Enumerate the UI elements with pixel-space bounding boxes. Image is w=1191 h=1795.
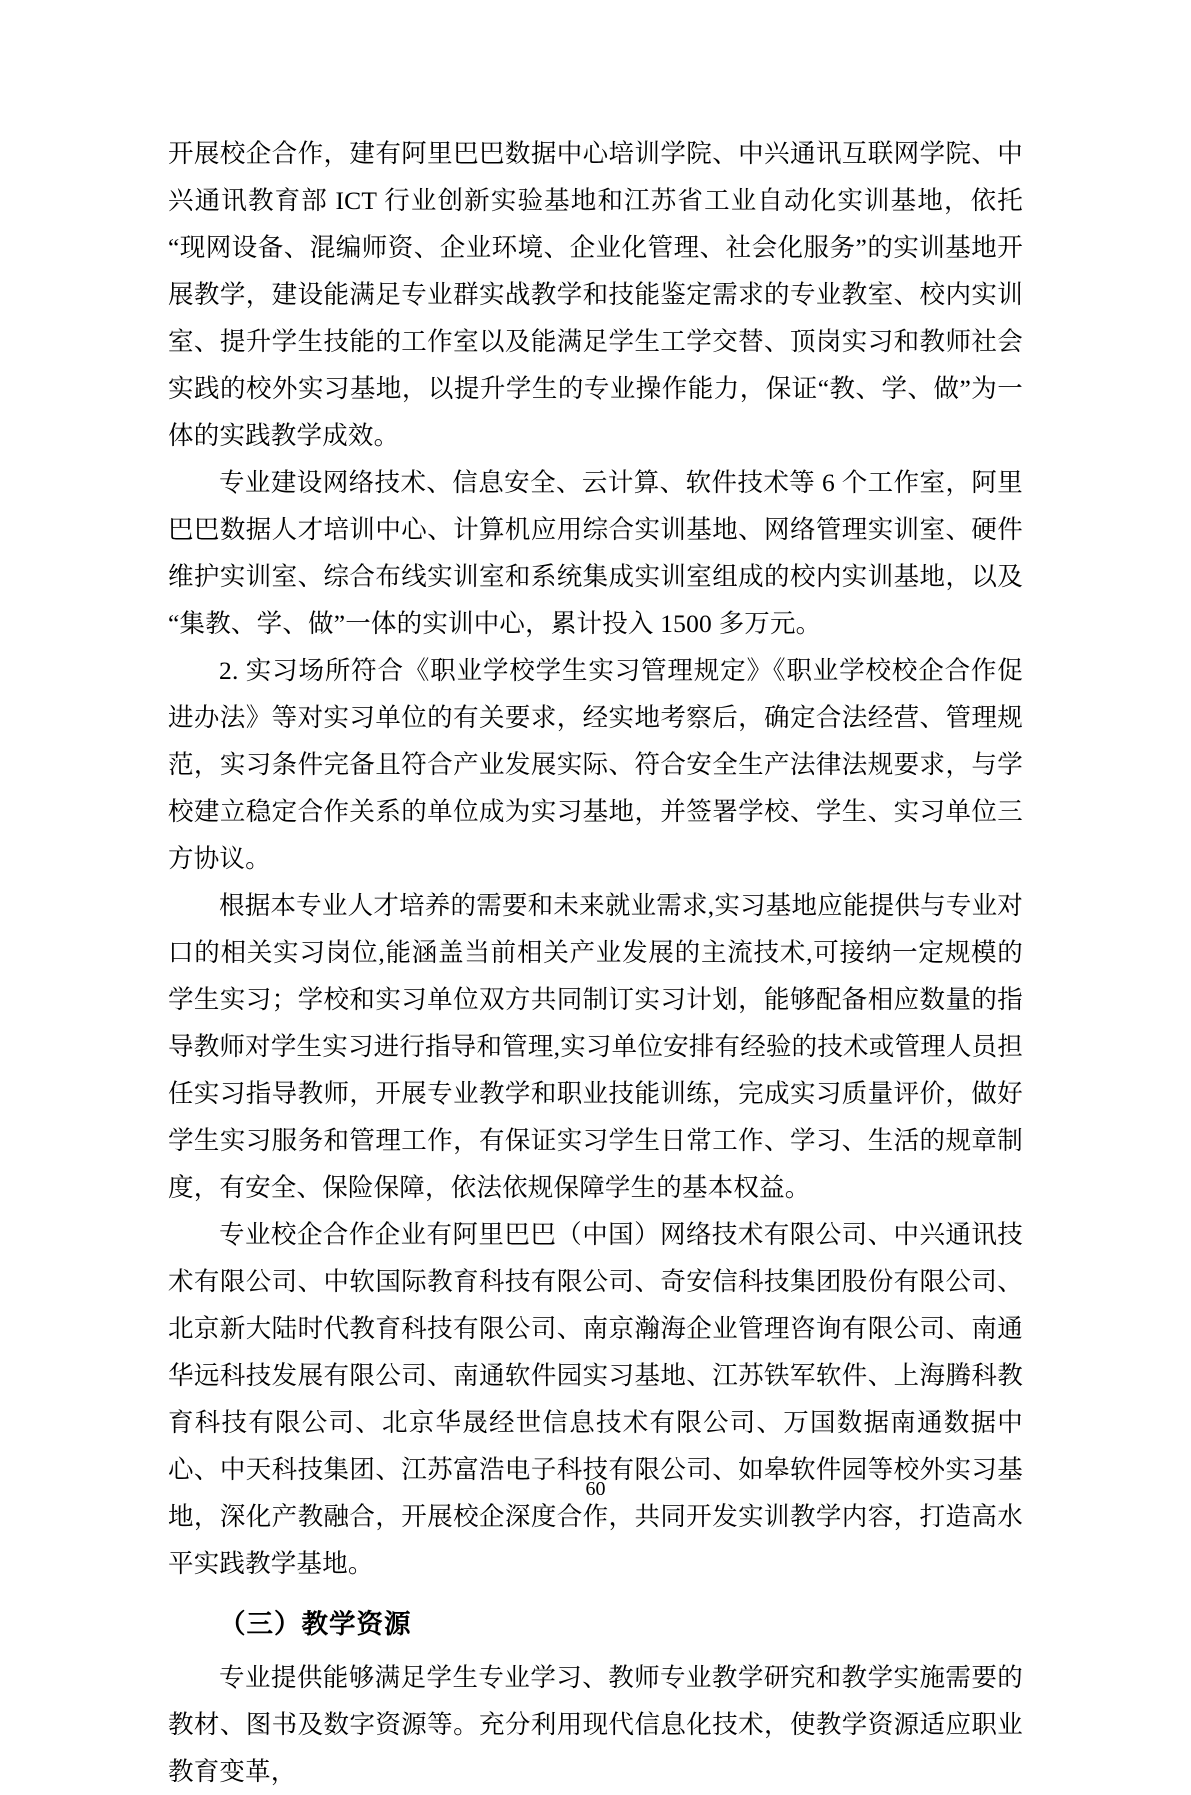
paragraph-internship-requirements: 根据本专业人才培养的需要和未来就业需求,实习基地应能提供与专业对口的相关实习岗位,能涵盖当前相关产业发展的主流技术,可接纳一定规模的学生实习；学校和实习单位双方共同制订实习计划，能够配备相应数量的指导教师对学生实习进行指导和管理,实习单位安排有经验的技术或管理人员担任实习指导教师，开展专业教学和职业技能训练，完成实习质量评价，做好学生实习服务和管理工作，有保证实习学生日常工作、学习、生活的规章制度，有安全、保险保障，依法依规保障学生的基本权益。 xyxy=(168,891,1023,1202)
paragraph-internship-regulations: 2. 实习场所符合《职业学校学生实习管理规定》《职业学校校企合作促进办法》等对实习单位的有关要求，经实地考察后，确定合法经营、管理规范，实习条件完备且符合产业发展实际、符合安全生产法律法规要求，与学校建立稳定合作关系的单位成为实习基地，并签署学校、学生、实习单位三方协议。 xyxy=(168,656,1023,873)
paragraph-partner-companies: 专业校企合作企业有阿里巴巴（中国）网络技术有限公司、中兴通讯技术有限公司、中软国际教育科技有限公司、奇安信科技集团股份有限公司、北京新大陆时代教育科技有限公司、南京瀚海企业管理咨询有限公司、南通华远科技发展有限公司、南通软件园实习基地、江苏铁军软件、上海腾科教育科技有限公司、北京华晟经世信息技术有限公司、万国数据南通数据中心、中天科技集团、江苏富浩电子科技有限公司、如皋软件园等校外实习基地，深化产教融合，开展校企深度合作，共同开发实训教学内容，打造高水平实践教学基地。 xyxy=(168,1220,1023,1578)
paragraph-lab-construction: 专业建设网络技术、信息安全、云计算、软件技术等 6 个工作室，阿里巴巴数据人才培训中心、计算机应用综合实训基地、网络管理实训室、硬件维护实训室、综合布线实训室和系统集成实训室组成的校内实训基地，以及“集教、学、做”一体的实训中心，累计投入 1500 多万元。 xyxy=(168,468,1023,638)
page-number: 60 xyxy=(585,1478,606,1500)
section-heading-teaching-resources: （三）教学资源 xyxy=(219,1609,412,1640)
paragraph-teaching-resources: 专业提供能够满足学生专业学习、教师专业教学研究和教学实施需要的教材、图书及数字资源等。充分利用现代信息化技术，使教学资源适应职业教育变革， xyxy=(168,1663,1023,1786)
paragraph-continued: 开展校企合作，建有阿里巴巴数据中心培训学院、中兴通讯互联网学院、中兴通讯教育部 ICT 行业创新实验基地和江苏省工业自动化实训基地，依托“现网设备、混编师资、企业环境、企业化管理、社会化服务”的实训基地开展教学，建设能满足专业群实战教学和技能鉴定需求的专业教室、校内实训室、提升学生技能的工作室以及能满足学生工学交替、顶岗实习和教师社会实践的校外实习基地，以提升学生的专业操作能力，保证“教、学、做”为一体的实践教学成效。 xyxy=(168,139,1023,450)
